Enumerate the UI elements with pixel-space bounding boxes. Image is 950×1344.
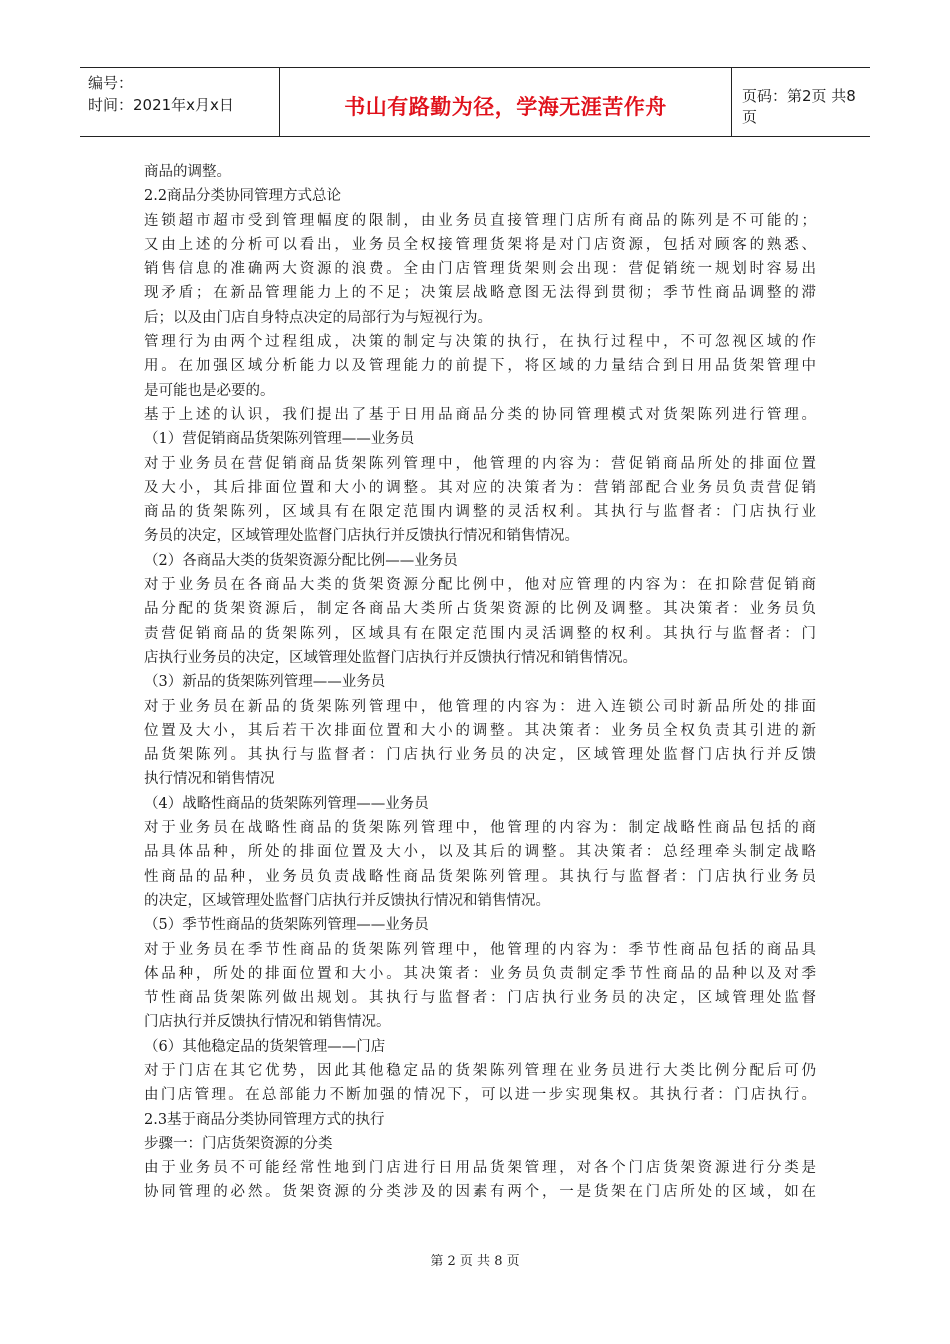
- text-line: 店执行业务员的决定，区域管理处监督门店执行并反馈执行情况和销售情况。: [144, 649, 637, 666]
- text-line: 对于业务员在新品的货架陈列管理中，他管理的内容为：进入连锁公司时新品所处的排面: [144, 698, 816, 715]
- text-line: （4）战略性商品的货架陈列管理——业务员: [144, 795, 429, 812]
- text-line: 2.2商品分类协同管理方式总论: [144, 188, 342, 205]
- text-line: 商品的货架陈列，区域具有在限定范围内调整的灵活权利。其执行与监督者：门店执行业: [144, 504, 816, 521]
- footer-page-number: 第 2 页 共 8 页: [430, 1254, 520, 1269]
- text-line: （3）新品的货架陈列管理——业务员: [144, 674, 386, 691]
- text-line: 2.3基于商品分类协同管理方式的执行: [144, 1111, 385, 1128]
- text-line: 品分配的货架资源后，制定各商品大类所占货架资源的比例及调整。其决策者：业务员负: [144, 601, 816, 618]
- text-line: 品具体品种，所处的排面位置及大小，以及其后的调整。其决策者：总经理牵头制定战略: [144, 844, 816, 861]
- header-page-cell: [732, 68, 870, 136]
- document-number-label: 编号：: [88, 74, 134, 92]
- text-line: 对于业务员在战略性商品的货架陈列管理中，他管理的内容为：制定战略性商品包括的商: [144, 820, 816, 837]
- text-line: 销售信息的准确两大资源的浪费。全由门店管理货架则会出现：营促销统一规划时容易出: [144, 261, 816, 278]
- text-line: （2）各商品大类的货架资源分配比例——业务员: [144, 552, 458, 569]
- text-line: 门店执行并反馈执行情况和销售情况。: [144, 1014, 391, 1031]
- text-line: （5）季节性商品的货架陈列管理——业务员: [144, 917, 429, 934]
- text-line: 现矛盾；在新品管理能力上的不足；决策层战略意图无法得到贯彻；季节性商品调整的滞: [144, 285, 816, 302]
- text-line: 管理行为由两个过程组成，决策的制定与决策的执行，在执行过程中，不可忽视区域的作: [144, 334, 816, 351]
- document-body: [144, 160, 816, 1205]
- header-motto-cell: [280, 68, 732, 136]
- text-line: 基于上述的认识，我们提出了基于日用品商品分类的协同管理模式对货架陈列进行管理。: [144, 406, 816, 423]
- text-line: 对于门店在其它优势，因此其他稳定品的货架陈列管理在业务员进行大类比例分配后可仍: [144, 1062, 816, 1079]
- text-line: 对于业务员在营促销商品货架陈列管理中，他管理的内容为：营促销商品所处的排面位置: [144, 455, 816, 472]
- text-line: 又由上述的分析可以看出，业务员全权接管理货架将是对门店资源，包括对顾客的熟悉、: [144, 236, 816, 253]
- text-line: 连锁超市超市受到管理幅度的限制，由业务员直接管理门店所有商品的陈列是不可能的；: [144, 212, 816, 229]
- page-header: [80, 67, 870, 137]
- text-line: 及大小，其后排面位置和大小的调整。其对应的决策者为：营销部配合业务员负责营促销: [144, 479, 816, 496]
- text-line: 责营促销商品的货架陈列，区域具有在限定范围内灵活调整的权利。其执行与监督者：门: [144, 625, 816, 642]
- page-footer: [0, 1250, 950, 1269]
- text-line: 是可能也是必要的。: [144, 382, 275, 399]
- text-line: 协同管理的必然。货架资源的分类涉及的因素有两个，一是货架在门店所处的区域，如在: [144, 1184, 816, 1201]
- text-line: （1）营促销商品货架陈列管理——业务员: [144, 431, 415, 448]
- text-line: 务员的决定，区域管理处监督门店执行并反馈执行情况和销售情况。: [144, 528, 579, 545]
- text-line: 体品种，所处的排面位置和大小。其决策者：业务员负责制定季节性商品的品种以及对季: [144, 965, 816, 982]
- header-page-info: 页码：第2页 共8页: [742, 87, 856, 126]
- text-line: 的决定，区域管理处监督门店执行并反馈执行情况和销售情况。: [144, 892, 550, 909]
- text-line: （6）其他稳定品的货架管理——门店: [144, 1038, 386, 1055]
- text-line: 性商品的品种，业务员负责战略性商品货架陈列管理。其执行与监督者：门店执行业务员: [144, 868, 816, 885]
- text-line: 位置及大小，其后若干次排面位置和大小的调整。其决策者：业务员全权负责其引进的新: [144, 722, 816, 739]
- text-line: 对于业务员在季节性商品的货架陈列管理中，他管理的内容为：季节性商品包括的商品具: [144, 941, 816, 958]
- header-meta-cell: [80, 68, 280, 136]
- text-line: 商品的调整。: [144, 164, 231, 180]
- text-line: 品货架陈列。其执行与监督者：门店执行业务员的决定，区域管理处监督门店执行并反馈: [144, 747, 816, 764]
- text-line: 由于业务员不可能经常性地到门店进行日用品货架管理，对各个门店货架资源进行分类是: [144, 1160, 816, 1177]
- text-line: 后；以及由门店自身特点决定的局部行为与短视行为。: [144, 309, 492, 326]
- text-line: 对于业务员在各商品大类的货架资源分配比例中，他对应管理的内容为：在扣除营促销商: [144, 577, 816, 594]
- text-line: 步骤一：门店货架资源的分类: [144, 1135, 333, 1152]
- text-line: 用。在加强区域分析能力以及管理能力的前提下，将区域的力量结合到日用品货架管理中: [144, 358, 816, 375]
- text-line: 执行情况和销售情况: [144, 771, 275, 788]
- text-line: 由门店管理。在总部能力不断加强的情况下，可以进一步实现集权。其执行者：门店执行。: [144, 1087, 816, 1104]
- text-line: 节性商品货架陈列做出规划。其执行与监督者：门店执行业务员的决定，区域管理处监督: [144, 990, 816, 1007]
- header-motto: 书山有路勤为径，学海无涯苦作舟: [344, 95, 667, 119]
- document-time-label: 时间：2021年x月x日: [88, 96, 234, 114]
